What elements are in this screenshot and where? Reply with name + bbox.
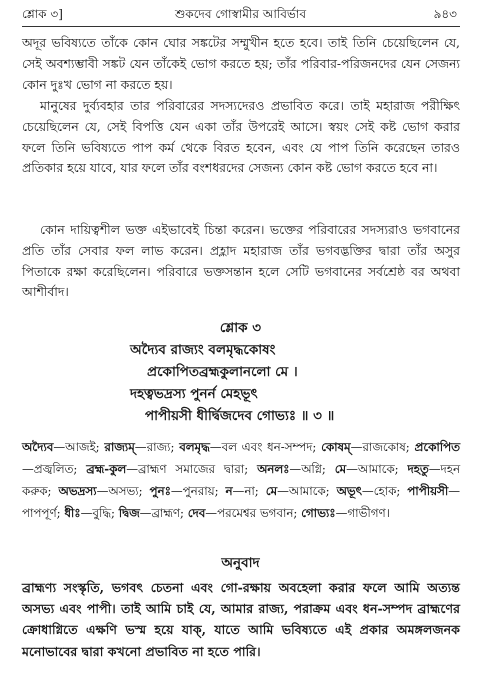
synonym-term: কোষম্ bbox=[321, 440, 351, 454]
synonyms-block bbox=[22, 436, 460, 524]
synonym-dash: — bbox=[428, 462, 441, 476]
synonym-meaning: পরমেশ্বর ভগবান; bbox=[217, 506, 302, 520]
synonym-meaning: আমাকে; bbox=[288, 484, 337, 498]
synonym-term: দ্বিজ bbox=[118, 506, 140, 520]
synonym-term: মে bbox=[334, 462, 347, 476]
synonym-dash: — bbox=[277, 484, 289, 498]
synonym-dash: — bbox=[96, 484, 109, 498]
page-number: ৯৪৩ bbox=[433, 7, 457, 21]
verse-line-1: অদ্যৈব রাজ্যং বলমৃদ্ধকোষং bbox=[130, 342, 276, 358]
synonym-meaning: বল এবং ধন-সম্পদ; bbox=[221, 440, 322, 454]
synonym-meaning: প্রজ্বলিত; bbox=[33, 462, 87, 476]
synonym-meaning: না; bbox=[244, 484, 266, 498]
synonym-meaning: আজই; bbox=[65, 440, 105, 454]
synonym-dash: — bbox=[335, 506, 348, 520]
synonym-meaning: পাপপূর্ণ; bbox=[22, 506, 65, 520]
synonym-term: দহতু bbox=[407, 462, 429, 476]
synonym-dash: — bbox=[232, 484, 245, 498]
synonym-term: বলমৃদ্ধ bbox=[179, 440, 210, 454]
synonym-dash: — bbox=[289, 462, 302, 476]
synonym-term: মে bbox=[265, 484, 278, 498]
verse-line-2: প্রকোপিতব্রহ্মকুলানলো মে । bbox=[147, 364, 298, 380]
synonym-meaning: ব্রাহ্মণ সমাজের দ্বারা; bbox=[138, 462, 258, 476]
synonym-meaning: পুনরায়; bbox=[182, 484, 226, 498]
synonym-meaning: রাজ্য; bbox=[146, 440, 180, 454]
synonym-meaning: রাজকোষ; bbox=[362, 440, 415, 454]
purport-paragraph-3: কোন দায়িত্বশীল ভক্ত এইভাবেই চিন্তা করেন। ভক্তের পরিবারের সদস্যরাও ভগবানের প্রতি তাঁর সেবার ফল লাভ করেন। প্রহ্লাদ মহারাজ তাঁর ভগবদ্ভক্তির দ্বারা তাঁর অসুর পিতাকে রক্ষা করেছিলেন। পরিবারে ভক্তসন্তান হলে সেটি ভগবানের সর্বশ্রেষ্ঠ বর অথবা আশীর্বাদ। bbox=[22, 222, 460, 300]
synonym-term: অভদ্রস্য bbox=[58, 484, 97, 498]
synonym-dash: — bbox=[205, 506, 218, 520]
purport-paragraph-2: মানুষের দুর্ব্যবহার তার পরিবারের সদস্যদেরও প্রভাবিত করে। তাই মহারাজ পরীক্ষিৎ চেয়েছিলেন যে, সেই বিপত্তি যেন একা তাঁর উপরেই আসে। স্বয়ং সেই কষ্ট ভোগ করার ফলে তিনি ভবিষ্যতে পাপ কর্ম থেকে বিরত হবেন, এবং যে পাপ তিনি করেছেন তারও প্রতিকার হয়ে যাবে, যার ফলে তাঁর বংশধরদের সেজন্য কোন কষ্ট ভোগ করতে হবে না। bbox=[22, 98, 460, 176]
synonym-term: ধীঃ bbox=[64, 506, 81, 520]
verse-heading: শ্লোক ৩ bbox=[219, 320, 262, 336]
synonym-term: গোভ্যঃ bbox=[301, 506, 336, 520]
header-rule bbox=[22, 26, 460, 27]
verse-line-4: পাপীয়সী ধীর্দ্বিজদেব গোভ্যঃ ॥ ৩ ॥ bbox=[145, 408, 335, 424]
synonym-dash: — bbox=[448, 484, 460, 498]
synonym-meaning: দহন করুক; bbox=[22, 462, 460, 498]
purport-paragraph-1: অদূর ভবিষ্যতে তাঁকে কোন ঘোর সঙ্কটের সম্মুখীন হতে হবে। তাই তিনি চেয়েছিলেন যে, সেই অবশ্যম্ভাবী সঙ্কট যেন তাঁকেই ভোগ করতে হয়; তাঁর পরিবার-পরিজনদের যেন সেজন্য কোন দুঃখ ভোগ না করতে হয়। bbox=[22, 35, 460, 92]
synonym-dash: — bbox=[346, 462, 358, 476]
synonym-dash: — bbox=[134, 440, 147, 454]
synonym-term: দেব bbox=[187, 506, 206, 520]
synonym-term: ব্রহ্ম-কুল bbox=[86, 462, 127, 476]
synonym-dash: — bbox=[126, 462, 138, 476]
synonym-term: অনলঃ bbox=[257, 462, 290, 476]
synonym-dash: — bbox=[361, 484, 374, 498]
synonym-term: পাপীয়সী bbox=[407, 484, 449, 498]
synonym-meaning: অসভ্য; bbox=[108, 484, 150, 498]
synonym-dash: — bbox=[22, 462, 34, 476]
synonym-term: অদ্যৈব bbox=[22, 440, 54, 454]
synonym-dash: — bbox=[80, 506, 93, 520]
header-verse-ref: শ্লোক ৩] bbox=[22, 7, 63, 21]
synonym-dash: — bbox=[170, 484, 183, 498]
synonym-term: অভূৎ bbox=[336, 484, 362, 498]
synonym-meaning: বুদ্ধি; bbox=[92, 506, 119, 520]
synonym-dash: — bbox=[139, 506, 152, 520]
synonym-term: রাজ্যম্ bbox=[104, 440, 135, 454]
synonym-term: পুনঃ bbox=[149, 484, 171, 498]
verse-line-3: দহত্বভদ্রস্য পুনর্ন মেহভূৎ bbox=[130, 386, 258, 402]
synonym-meaning: গাভীগণ। bbox=[347, 506, 390, 520]
synonym-dash: — bbox=[350, 440, 363, 454]
synonym-dash: — bbox=[209, 440, 222, 454]
synonym-term: ন bbox=[225, 484, 233, 498]
translation-text: ব্রাহ্মণ্য সংস্কৃতি, ভগবৎ চেতনা এবং গো-রক্ষায় অবহেলা করার ফলে আমি অত্যন্ত অসভ্য এবং পাপী। তাই আমি চাই যে, আমার রাজ্য, পরাক্রম এবং ধন-সম্পদ ব্রাহ্মণের ক্রোধাগ্নিতে এক্ষণি ভস্ম হয়ে যাক্, যাতে আমি ভবিষ্যতে এই প্রকার অমঙ্গলজনক মনোভাবের দ্বারা কখনো প্রভাবিত না হতে পারি। bbox=[22, 580, 460, 659]
synonym-meaning: অগ্নি; bbox=[301, 462, 335, 476]
translation-heading: অনুবাদ bbox=[221, 555, 260, 571]
synonym-dash: — bbox=[53, 440, 66, 454]
synonym-meaning: ব্রাহ্মণ; bbox=[151, 506, 188, 520]
header-chapter-title: শুকদেব গোস্বামীর আবির্ভাব bbox=[174, 7, 307, 21]
synonym-meaning: হোক; bbox=[373, 484, 408, 498]
running-header bbox=[0, 6, 481, 26]
synonym-term: প্রকোপিত bbox=[414, 440, 460, 454]
synonym-meaning: আমাকে; bbox=[357, 462, 408, 476]
